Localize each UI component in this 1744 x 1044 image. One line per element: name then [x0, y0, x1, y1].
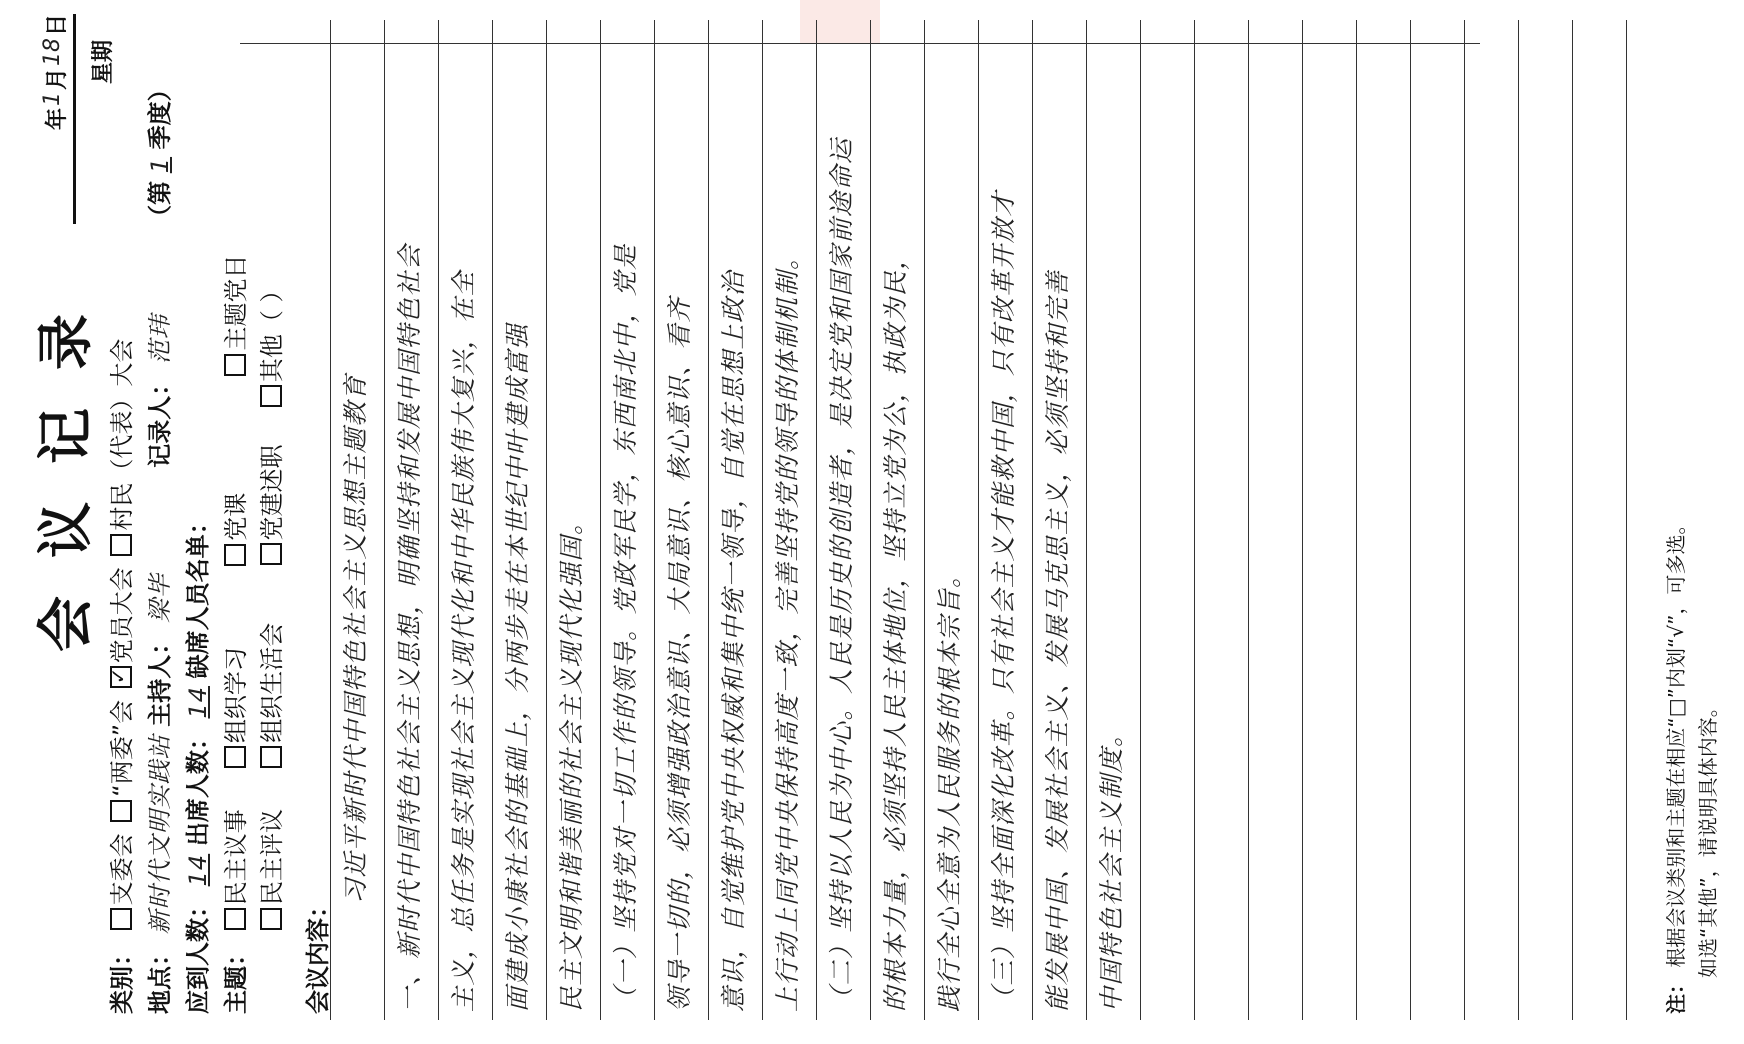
date-day: 18 [40, 38, 65, 67]
checkbox-democratic-discussion[interactable] [224, 908, 246, 930]
content-line: 主义，总任务是实现社会主义现代化和中华民族伟大复兴，在全 [449, 269, 478, 1012]
topic-option-7: 党建述职 [258, 444, 286, 541]
checkbox-organized-study[interactable] [224, 746, 246, 768]
topic-option-8: 其他（ ） [258, 278, 286, 383]
ruled-line [438, 20, 439, 1020]
ruled-line [546, 20, 547, 1020]
topic-option-5: 民主评议 [258, 809, 286, 905]
topic-option-2: 组织学习 [222, 647, 250, 744]
checkbox-villagers-meeting[interactable] [110, 534, 132, 556]
content-line: 一、新时代中国特色社会主义思想，明确坚持和发展中国特色社会 [395, 243, 424, 1012]
content-line: 能发展中国、发展社会主义、发展马克思主义，必须坚持和完善 [1043, 269, 1072, 1012]
topic-option-3: 党课 [222, 492, 250, 541]
checkbox-branch-committee[interactable] [110, 908, 132, 930]
footer-note-label: 注： [1664, 974, 1688, 1014]
margin-line [240, 43, 1480, 44]
topic-row-1 [216, 255, 251, 1014]
ruled-line [870, 20, 871, 1020]
category-option-4: 村民（代表）大会 [108, 338, 136, 531]
ruled-line [816, 20, 817, 1020]
footer-note-text-2: 如选“其他”，请说明具体内容。 [1696, 697, 1720, 978]
topic-option-1: 民主议事 [222, 809, 250, 906]
content-line: 面建成小康社会的基础上，分两步走在本世纪中叶建成富强 [503, 322, 532, 1012]
absent-label: 缺席人员名单： [183, 510, 212, 679]
date-month: 1 [40, 92, 65, 107]
ruled-line [1410, 20, 1411, 1020]
attendance-row [178, 510, 213, 1014]
content-line: 习近平新时代中国特色社会主义思想主题教育 [341, 373, 370, 904]
ruled-line [762, 20, 763, 1020]
category-label: 类别： [107, 942, 136, 1014]
checkbox-organization-life-meeting[interactable] [260, 746, 282, 768]
quarter-prefix: （第 [145, 180, 174, 229]
checkbox-party-lecture[interactable] [224, 544, 246, 566]
checkbox-party-building-report[interactable] [260, 543, 282, 565]
ruled-line [330, 20, 331, 1020]
ruled-line [1302, 20, 1303, 1020]
checkbox-two-committees[interactable] [110, 800, 132, 822]
ruled-line [384, 20, 385, 1020]
location-row [140, 77, 175, 1014]
content-line: （二）坚持以人民为中心。人民是历史的创造者，是决定党和国家前途命运 [827, 137, 856, 1012]
ruled-line [600, 20, 601, 1020]
content-line: 民主文明和谐美丽的社会主义现代化强国。 [557, 508, 586, 1012]
date-block [40, 14, 117, 224]
host-value: 梁毕 [146, 573, 174, 624]
category-option-3: 党员大会 [108, 567, 136, 664]
content-line: 践行全心全意为人民服务的根本宗旨。 [935, 561, 964, 1012]
ruled-line [924, 20, 925, 1020]
ruled-line [1626, 20, 1627, 1020]
date-line [40, 14, 76, 224]
category-row [102, 339, 137, 1014]
checkbox-democratic-evaluation[interactable] [260, 908, 282, 930]
location-value: 新时代文明实践站 [146, 734, 174, 935]
content-line: 上行动上同党中央保持高度一致，完善坚持党的领导的体制机制。 [773, 243, 802, 1012]
footer-note-line-2 [1692, 697, 1721, 978]
ruled-line [1572, 20, 1573, 1020]
ruled-line [492, 20, 493, 1020]
ruled-line [1248, 20, 1249, 1020]
page-title: 会议记录 [33, 276, 99, 652]
quarter-suffix: 季度） [145, 77, 174, 150]
topic-option-4: 主题党日 [222, 254, 250, 351]
ruled-line [654, 20, 655, 1020]
footer-note-line-1 [1660, 515, 1689, 1014]
ruled-line [1086, 20, 1087, 1020]
content-line: 领导一切的，必须增强政治意识、大局意识、核心意识、看齐 [665, 296, 694, 1012]
present-label: 出席人数： [183, 726, 212, 847]
ruled-line [1140, 20, 1141, 1020]
content-line: 意识，自觉维护党中央权威和集中统一领导，自觉在思想上政治 [719, 269, 748, 1012]
expected-label: 应到人数： [183, 894, 212, 1014]
topic-option-6: 组织生活会 [258, 622, 286, 743]
recorder-label: 记录人： [145, 371, 174, 468]
checkbox-theme-party-day[interactable] [224, 354, 246, 376]
weekday-label: 星期 [90, 40, 116, 85]
meeting-content-label: 会议内容： [303, 894, 332, 1014]
ruled-line [1518, 20, 1519, 1020]
ruled-line [1032, 20, 1033, 1020]
ruled-line [1356, 20, 1357, 1020]
ruled-line [708, 20, 709, 1020]
year-suffix: 年 [44, 108, 70, 131]
checkbox-other[interactable] [260, 385, 282, 407]
ruled-line [1464, 20, 1465, 1020]
topic-row-2 [252, 279, 287, 934]
location-label: 地点： [145, 942, 174, 1014]
ruled-line [978, 20, 979, 1020]
checkbox-party-members-meeting[interactable] [110, 666, 132, 688]
content-line: （一）坚持党对一切工作的领导。党政军民学，东西南北中，党是 [611, 243, 640, 1012]
category-option-1: 支委会 [108, 833, 136, 906]
host-label: 主持人： [145, 630, 174, 727]
expected-value: 14 [184, 853, 212, 887]
topic-label: 主题： [221, 942, 250, 1014]
day-suffix: 日 [44, 14, 70, 37]
category-option-2: “两委”会 [108, 699, 136, 797]
footer-note-text-1: 根据会议类别和主题在相应“□”内划“√”，可多选。 [1664, 514, 1688, 968]
recorder-value: 范玮 [146, 314, 174, 365]
month-suffix: 月 [44, 68, 70, 91]
quarter-value: 1 [146, 156, 174, 174]
present-value: 14 [184, 685, 212, 719]
ruled-line [1194, 20, 1195, 1020]
content-line: 的根本力量，必须坚持人民主体地位，坚持立党为公，执政为民， [881, 243, 910, 1012]
content-line: 中国特色社会主义制度。 [1097, 720, 1126, 1012]
content-line: （三）坚持全面深化改革。只有社会主义才能救中国，只有改革开放才 [989, 190, 1018, 1012]
